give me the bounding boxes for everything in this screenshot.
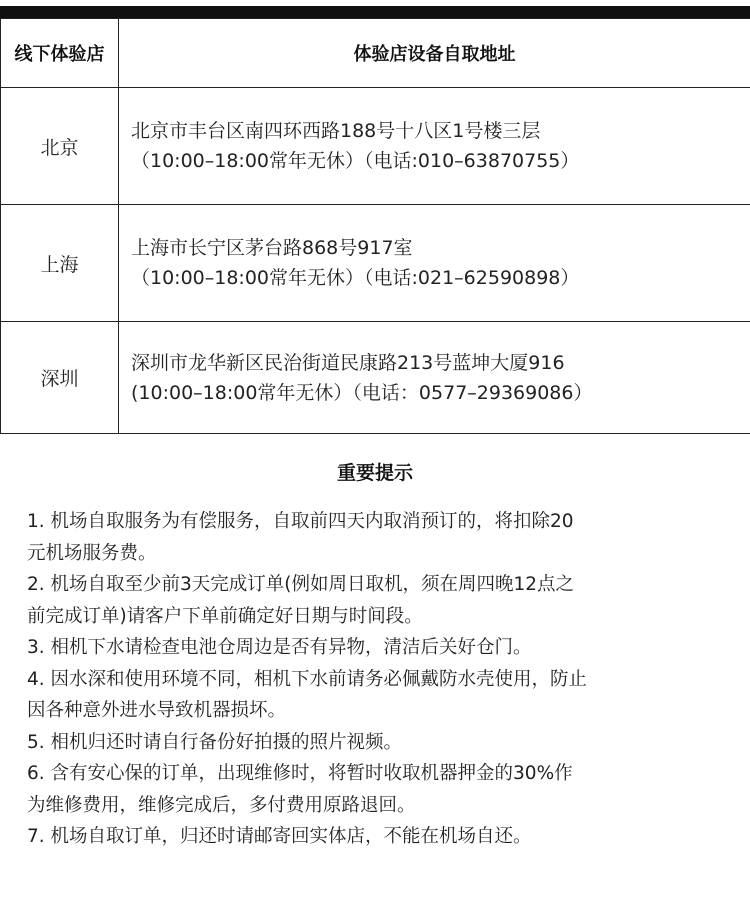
top-divider-bar bbox=[0, 6, 750, 18]
notice-item bbox=[27, 506, 727, 569]
header-store: 线下体验店 bbox=[1, 19, 119, 88]
notice-list bbox=[27, 506, 727, 853]
notice-item-line: 3. 相机下水请检查电池仓周边是否有异物，清洁后关好仓门。 bbox=[27, 637, 532, 658]
notice-item bbox=[27, 632, 727, 664]
address-line: 深圳市龙华新区民治街道民康路213号蓝坤大厦916 bbox=[131, 351, 565, 374]
store-address-shanghai bbox=[119, 205, 750, 322]
address-line: 上海市长宁区茅台路868号917室 bbox=[131, 237, 413, 259]
notice-item bbox=[27, 821, 727, 853]
store-address-table bbox=[0, 18, 750, 434]
notice-item-line: 5. 相机归还时请自行备份好拍摄的照片视频。 bbox=[27, 731, 403, 753]
notice-item bbox=[27, 758, 727, 821]
notice-item-line: 前完成订单)请客户下单前确定好日期与时间段。 bbox=[27, 605, 423, 627]
hours-phone-line: (10:00–18:00常年无休）（电话：0577–29369086） bbox=[131, 381, 593, 404]
hours-phone-line: （10:00–18:00常年无休）（电话:010–63870755） bbox=[131, 150, 580, 172]
notice-item-line: 元机场服务费。 bbox=[27, 542, 157, 564]
notice-item-line: 6. 含有安心保的订单，出现维修时，将暂时收取机器押金的30%作 bbox=[27, 763, 573, 784]
notice-title: 重要提示 bbox=[336, 462, 413, 484]
table-row bbox=[1, 205, 750, 322]
notice-item-line: 为维修费用，维修完成后，多付费用原路退回。 bbox=[27, 794, 416, 816]
notice-item bbox=[27, 569, 727, 632]
store-city-beijing: 北京 bbox=[1, 88, 119, 205]
notice-item bbox=[27, 727, 727, 759]
store-address-beijing bbox=[119, 88, 750, 205]
store-address-shenzhen bbox=[119, 322, 750, 434]
notice-item bbox=[27, 664, 727, 727]
header-address: 体验店设备自取地址 bbox=[119, 19, 750, 88]
address-line: 北京市丰台区南四环西路188号十八区1号楼三层 bbox=[131, 120, 541, 142]
notice-item-line: 4. 因水深和使用环境不同，相机下水前请务必佩戴防水壳使用，防止 bbox=[27, 668, 588, 690]
table-row bbox=[1, 322, 750, 434]
table-header-row bbox=[1, 19, 750, 88]
table-row bbox=[1, 88, 750, 205]
store-city-shanghai: 上海 bbox=[1, 205, 119, 322]
notice-item-line: 1. 机场自取服务为有偿服务，自取前四天内取消预订的，将扣除20 bbox=[27, 511, 574, 532]
notice-item-line: 7. 机场自取订单，归还时请邮寄回实体店，不能在机场自还。 bbox=[27, 826, 532, 847]
store-city-shenzhen: 深圳 bbox=[1, 322, 119, 434]
notice-item-line: 2. 机场自取至少前3天完成订单(例如周日取机，须在周四晚12点之 bbox=[27, 574, 575, 595]
notice-item-line: 因各种意外进水导致机器损坏。 bbox=[27, 700, 287, 721]
hours-phone-line: （10:00–18:00常年无休）（电话:021–62590898） bbox=[131, 267, 580, 289]
